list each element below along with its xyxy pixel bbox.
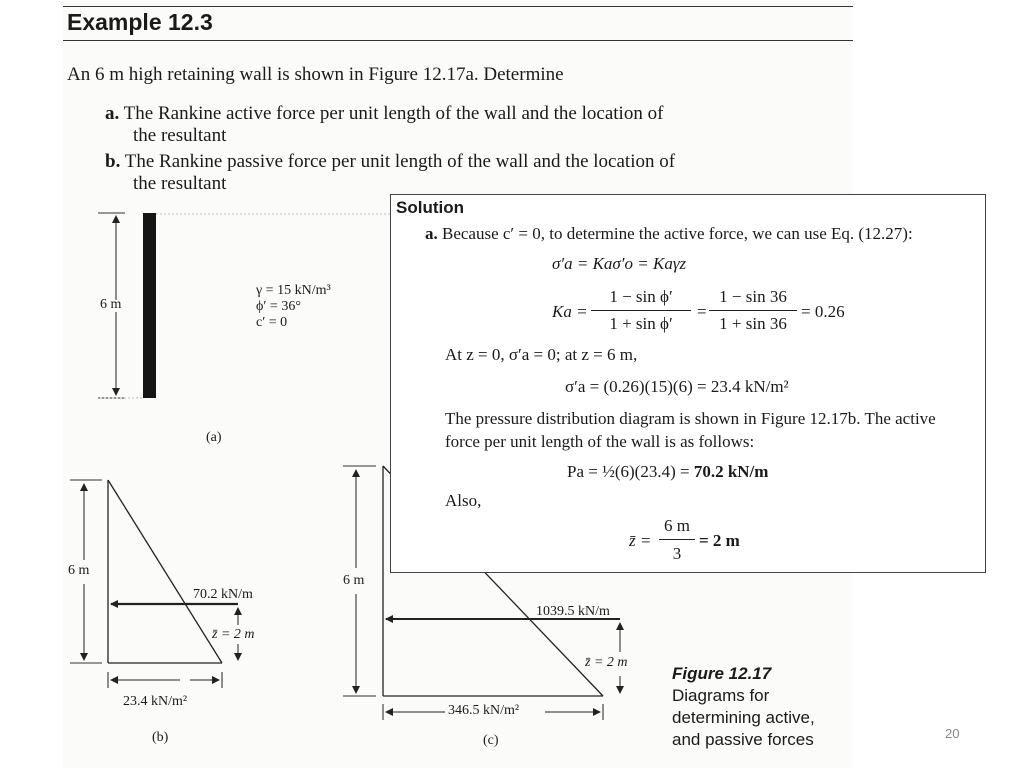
equation-stress-value: σ′a = (0.26)(15)(6) = 23.4 kN/m² bbox=[565, 377, 789, 396]
item-line1: The Rankine active force per unit length of the wall and the location of bbox=[123, 103, 664, 124]
fig-a-caption: (a) bbox=[206, 430, 222, 445]
equation-active-force bbox=[567, 462, 768, 482]
cohesion: c′ = 0 bbox=[256, 315, 288, 330]
fig-c-force-label: 1039.5 kN/m bbox=[536, 604, 610, 619]
figure-caption bbox=[672, 663, 815, 751]
pa-result: 70.2 kN/m bbox=[693, 462, 769, 481]
example-title: Example 12.3 bbox=[67, 9, 213, 35]
fig-b-force-label: 70.2 kN/m bbox=[193, 587, 253, 602]
ka-num-value: 1 − sin 36 bbox=[719, 287, 787, 306]
figure-a bbox=[98, 213, 390, 398]
zbar-denominator: 3 bbox=[672, 544, 682, 563]
item-letter: b. bbox=[105, 151, 121, 172]
item-letter: a. bbox=[105, 103, 120, 124]
zbar-numerator: 6 m bbox=[664, 516, 690, 535]
solution-part-a bbox=[425, 224, 913, 244]
part-letter: a. bbox=[425, 224, 438, 243]
fig-c-caption: (c) bbox=[483, 733, 499, 748]
part-a-text: Because c′ = 0, to determine the active force, we can use Eq. (12.27): bbox=[442, 224, 913, 243]
ka-num-general: 1 − sin ϕ′ bbox=[609, 287, 673, 306]
retaining-wall bbox=[143, 213, 156, 398]
fig-a-height-label: 6 m bbox=[100, 297, 122, 312]
ka-fraction-bar-1 bbox=[591, 310, 691, 311]
solution-box bbox=[390, 194, 986, 573]
ka-den-general: 1 + sin ϕ′ bbox=[609, 314, 673, 333]
unit-weight: γ = 15 kN/m³ bbox=[256, 283, 331, 298]
figure-caption-line: and passive forces bbox=[672, 730, 814, 749]
equation-active-stress: σ′a = Kaσ′o = Kaγz bbox=[552, 254, 687, 273]
fig-c-zbar-label: z̄ = 2 m bbox=[585, 655, 628, 670]
fig-b-caption: (b) bbox=[152, 730, 169, 745]
ka-fraction-bar-2 bbox=[709, 310, 797, 311]
zbar-fraction-bar bbox=[659, 539, 695, 540]
boundary-conditions: At z = 0, σ′a = 0; at z = 6 m, bbox=[445, 345, 638, 364]
page-number: 20 bbox=[945, 726, 960, 741]
zbar-lhs: z̄ = bbox=[629, 531, 652, 550]
ka-lhs: Ka = bbox=[552, 302, 588, 321]
problem-intro: An 6 m high retaining wall is shown in Figure 12.17a. Determine bbox=[67, 64, 564, 85]
ka-result: = 0.26 bbox=[801, 302, 845, 321]
figure-caption-title: Figure 12.17 bbox=[672, 664, 772, 683]
figure-b bbox=[70, 480, 238, 688]
text-line-1: The pressure distribution diagram is shown in Figure 12.17b. The active bbox=[445, 409, 936, 428]
fig-c-base-label: 346.5 kN/m² bbox=[448, 703, 520, 718]
fig-b-zbar-label: z̄ = 2 m bbox=[212, 627, 255, 642]
figure-caption-line: Diagrams for bbox=[672, 686, 770, 705]
ka-equals: = bbox=[697, 302, 707, 321]
problem-item-b-cont: the resultant bbox=[133, 173, 227, 194]
pa-lhs: Pa = ½(6)(23.4) = bbox=[567, 462, 690, 481]
fig-b-height-label: 6 m bbox=[68, 563, 90, 578]
also-text: Also, bbox=[445, 491, 482, 510]
solution-title: Solution bbox=[396, 198, 464, 217]
fig-c-height-label: 6 m bbox=[343, 573, 365, 588]
figure-caption-line: determining active, bbox=[672, 708, 815, 727]
fig-a-soil-properties bbox=[256, 283, 331, 331]
ka-den-value: 1 + sin 36 bbox=[719, 314, 787, 333]
fig-b-base-label: 23.4 kN/m² bbox=[123, 694, 188, 709]
pressure-hypotenuse bbox=[108, 480, 222, 663]
problem-item-a-cont: the resultant bbox=[133, 125, 227, 146]
friction-angle: ϕ′ = 36° bbox=[256, 299, 301, 314]
text-line-2: force per unit length of the wall is as follows: bbox=[445, 432, 755, 451]
item-line1: The Rankine passive force per unit length of the wall and the location of bbox=[124, 151, 676, 172]
zbar-result: = 2 m bbox=[699, 531, 740, 550]
